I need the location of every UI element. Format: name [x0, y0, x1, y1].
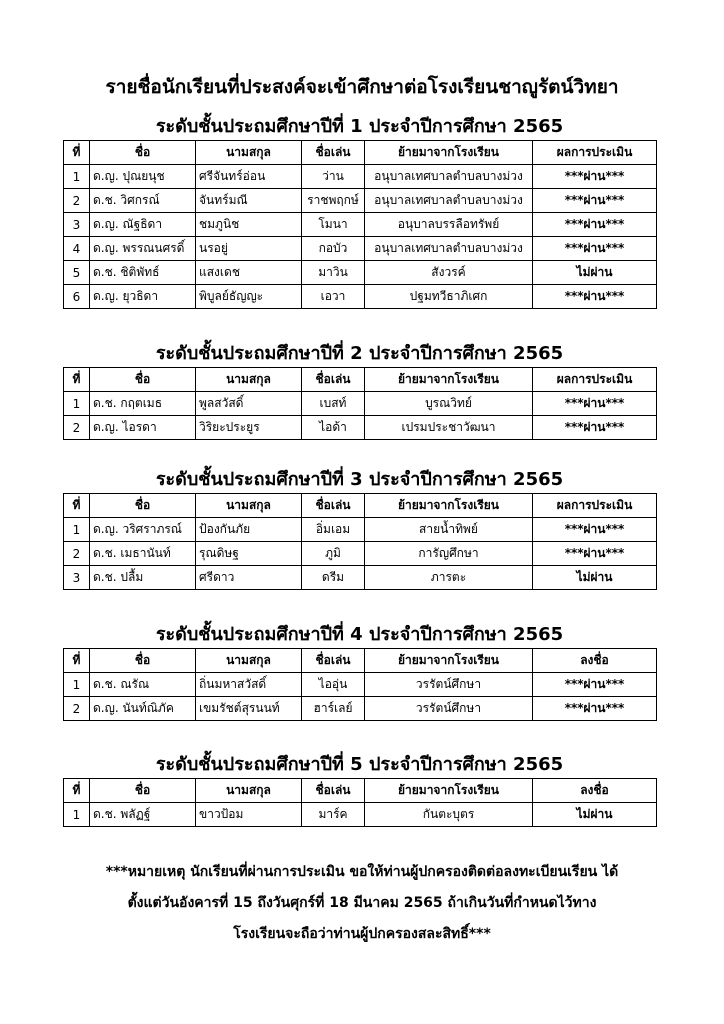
cell-result: ***ผ่าน***: [533, 542, 657, 566]
column-header: นามสกุล: [196, 141, 302, 165]
cell-previous-school: สายน้ำทิพย์: [365, 518, 533, 542]
section-title: ระดับชั้นประถมศึกษาปีที่ 1 ประจำปีการศึกษา 2565: [155, 116, 564, 137]
column-header: ลงชื่อ: [533, 649, 657, 673]
student-table: [63, 140, 657, 309]
cell-nickname: ฮาร์เลย์: [302, 697, 365, 721]
cell-first-name: ด.ญ. ยุวธิดา: [90, 285, 196, 309]
cell-last-name: ศรีดาว: [196, 566, 302, 590]
cell-first-name: ด.ญ. วริศราภรณ์: [90, 518, 196, 542]
column-header: ชื่อเล่น: [302, 368, 365, 392]
cell-index: 1: [64, 518, 90, 542]
cell-nickname: เบสท์: [302, 392, 365, 416]
cell-first-name: ด.ญ. นันท์ณิภัค: [90, 697, 196, 721]
cell-previous-school: เปรมประชาวัฒนา: [365, 416, 533, 440]
column-header: ย้ายมาจากโรงเรียน: [365, 779, 533, 803]
cell-result: ***ผ่าน***: [533, 416, 657, 440]
cell-result: ***ผ่าน***: [533, 673, 657, 697]
cell-index: 1: [64, 673, 90, 697]
table-row: [64, 213, 657, 237]
cell-nickname: ภูมิ: [302, 542, 365, 566]
table-row: [64, 261, 657, 285]
column-header: ชื่อเล่น: [302, 494, 365, 518]
column-header: นามสกุล: [196, 368, 302, 392]
table-header-row: [64, 368, 657, 392]
table-row: [64, 165, 657, 189]
section-grade-3: [63, 467, 656, 590]
table-row: [64, 237, 657, 261]
cell-nickname: ราชพฤกษ์: [302, 189, 365, 213]
cell-result: ไม่ผ่าน: [533, 566, 657, 590]
column-header: ผลการประเมิน: [533, 141, 657, 165]
cell-result: ***ผ่าน***: [533, 165, 657, 189]
section-grade-4: [63, 622, 656, 721]
table-header-row: [64, 141, 657, 165]
student-table: [63, 367, 657, 440]
cell-index: 6: [64, 285, 90, 309]
cell-nickname: กอบัว: [302, 237, 365, 261]
cell-last-name: พูลสวัสดิ์: [196, 392, 302, 416]
cell-result: ไม่ผ่าน: [533, 803, 657, 827]
cell-nickname: เอวา: [302, 285, 365, 309]
remark-note: [40, 857, 684, 950]
cell-nickname: มาวิน: [302, 261, 365, 285]
column-header: ชื่อเล่น: [302, 141, 365, 165]
table-header-row: [64, 649, 657, 673]
cell-index: 2: [64, 697, 90, 721]
cell-result: ***ผ่าน***: [533, 518, 657, 542]
cell-nickname: ว่าน: [302, 165, 365, 189]
student-table: [63, 648, 657, 721]
cell-first-name: ด.ช. พลัฏฐ์: [90, 803, 196, 827]
cell-index: 2: [64, 542, 90, 566]
remark-line: ตั้งแต่วันอังคารที่ 15 ถึงวันศุกร์ที่ 18 มีนาคม 2565 ถ้าเกินวันที่กำหนดไว้ทาง: [127, 895, 597, 911]
column-header: ชื่อเล่น: [302, 649, 365, 673]
cell-nickname: มาร์ค: [302, 803, 365, 827]
student-table: [63, 493, 657, 590]
student-table: [63, 778, 657, 827]
cell-previous-school: กันตะบุตร: [365, 803, 533, 827]
cell-first-name: ด.ช. เมธานันท์: [90, 542, 196, 566]
cell-result: ***ผ่าน***: [533, 697, 657, 721]
cell-nickname: ไออุ่น: [302, 673, 365, 697]
cell-index: 2: [64, 416, 90, 440]
column-header: ย้ายมาจากโรงเรียน: [365, 368, 533, 392]
cell-previous-school: การัญศึกษา: [365, 542, 533, 566]
section-title: ระดับชั้นประถมศึกษาปีที่ 3 ประจำปีการศึกษา 2565: [155, 469, 564, 490]
cell-last-name: ถิ่นมหาสวัสดิ์: [196, 673, 302, 697]
cell-first-name: ด.ช. ชิติพัทธ์: [90, 261, 196, 285]
table-row: [64, 518, 657, 542]
cell-first-name: ด.ญ. ไอรดา: [90, 416, 196, 440]
table-row: [64, 285, 657, 309]
cell-index: 2: [64, 189, 90, 213]
cell-index: 1: [64, 392, 90, 416]
cell-first-name: ด.ญ. พรรณนศรดิ์: [90, 237, 196, 261]
cell-previous-school: วรรัตน์ศึกษา: [365, 697, 533, 721]
cell-last-name: เขมรัชต์สุรนนท์: [196, 697, 302, 721]
column-header: ที่: [64, 649, 90, 673]
table-row: [64, 189, 657, 213]
column-header: ลงชื่อ: [533, 779, 657, 803]
table-row: [64, 697, 657, 721]
table-row: [64, 673, 657, 697]
table-header-row: [64, 779, 657, 803]
cell-nickname: โมนา: [302, 213, 365, 237]
table-header-row: [64, 494, 657, 518]
column-header: ชื่อ: [90, 779, 196, 803]
cell-first-name: ด.ญ. ปุณยนุช: [90, 165, 196, 189]
cell-result: ***ผ่าน***: [533, 189, 657, 213]
cell-first-name: ด.ญ. ณัฐธิดา: [90, 213, 196, 237]
table-row: [64, 416, 657, 440]
remark-line: ***หมายเหตุ นักเรียนที่ผ่านการประเมิน ขอให้ท่านผู้ปกครองติดต่อลงทะเบียนเรียน ได้: [105, 864, 619, 880]
column-header: ชื่อ: [90, 494, 196, 518]
cell-last-name: จันทร์มณี: [196, 189, 302, 213]
cell-last-name: วิริยะประยูร: [196, 416, 302, 440]
cell-result: ***ผ่าน***: [533, 213, 657, 237]
column-header: ผลการประเมิน: [533, 494, 657, 518]
page-title: รายชื่อนักเรียนที่ประสงค์จะเข้าศึกษาต่อโรงเรียนชาญูรัตน์วิทยา: [105, 76, 619, 98]
table-row: [64, 392, 657, 416]
cell-previous-school: อนุบาลเทศบาลตำบลบางม่วง: [365, 165, 533, 189]
cell-nickname: ดรีม: [302, 566, 365, 590]
cell-last-name: พิบูลย์ธัญญะ: [196, 285, 302, 309]
cell-first-name: ด.ช. ณรัณ: [90, 673, 196, 697]
cell-first-name: ด.ช. วิศกรณ์: [90, 189, 196, 213]
cell-last-name: นรอยู่: [196, 237, 302, 261]
cell-index: 4: [64, 237, 90, 261]
cell-last-name: รุณดิษฐ: [196, 542, 302, 566]
table-row: [64, 803, 657, 827]
remark-line: โรงเรียนจะถือว่าท่านผู้ปกครองสละสิทธิ์***: [233, 926, 491, 942]
column-header: ที่: [64, 494, 90, 518]
cell-index: 3: [64, 213, 90, 237]
column-header: ชื่อเล่น: [302, 779, 365, 803]
column-header: นามสกุล: [196, 494, 302, 518]
cell-index: 1: [64, 803, 90, 827]
column-header: ชื่อ: [90, 368, 196, 392]
column-header: ย้ายมาจากโรงเรียน: [365, 649, 533, 673]
cell-previous-school: สังวรค์: [365, 261, 533, 285]
cell-previous-school: อนุบาลเทศบาลตำบลบางม่วง: [365, 237, 533, 261]
cell-previous-school: วรรัตน์ศึกษา: [365, 673, 533, 697]
column-header: นามสกุล: [196, 649, 302, 673]
column-header: ย้ายมาจากโรงเรียน: [365, 141, 533, 165]
table-row: [64, 566, 657, 590]
cell-previous-school: อนุบาลบรรลือทรัพย์: [365, 213, 533, 237]
column-header: ย้ายมาจากโรงเรียน: [365, 494, 533, 518]
cell-last-name: ป้องกันภัย: [196, 518, 302, 542]
cell-result: ไม่ผ่าน: [533, 261, 657, 285]
column-header: ที่: [64, 779, 90, 803]
section-grade-2: [63, 341, 656, 440]
section-title: ระดับชั้นประถมศึกษาปีที่ 4 ประจำปีการศึกษา 2565: [155, 624, 564, 645]
cell-index: 1: [64, 165, 90, 189]
cell-result: ***ผ่าน***: [533, 392, 657, 416]
cell-result: ***ผ่าน***: [533, 237, 657, 261]
cell-last-name: ขาวป้อม: [196, 803, 302, 827]
cell-last-name: ศรีจันทร์อ่อน: [196, 165, 302, 189]
section-title: ระดับชั้นประถมศึกษาปีที่ 5 ประจำปีการศึกษา 2565: [155, 754, 564, 775]
cell-last-name: ชมภูนิช: [196, 213, 302, 237]
column-header: ชื่อ: [90, 141, 196, 165]
section-grade-5: [63, 752, 656, 827]
column-header: ผลการประเมิน: [533, 368, 657, 392]
section-grade-1: [63, 114, 656, 309]
column-header: ที่: [64, 368, 90, 392]
cell-index: 3: [64, 566, 90, 590]
column-header: ที่: [64, 141, 90, 165]
section-title: ระดับชั้นประถมศึกษาปีที่ 2 ประจำปีการศึกษา 2565: [155, 343, 564, 364]
cell-previous-school: ภารตะ: [365, 566, 533, 590]
cell-previous-school: อนุบาลเทศบาลตำบลบางม่วง: [365, 189, 533, 213]
cell-nickname: อิ่มเอม: [302, 518, 365, 542]
cell-first-name: ด.ช. กฤตเมธ: [90, 392, 196, 416]
cell-result: ***ผ่าน***: [533, 285, 657, 309]
column-header: นามสกุล: [196, 779, 302, 803]
cell-last-name: แสงเดช: [196, 261, 302, 285]
cell-previous-school: บูรณวิทย์: [365, 392, 533, 416]
table-row: [64, 542, 657, 566]
cell-nickname: ไอด้า: [302, 416, 365, 440]
cell-first-name: ด.ช. ปลื้ม: [90, 566, 196, 590]
cell-index: 5: [64, 261, 90, 285]
column-header: ชื่อ: [90, 649, 196, 673]
cell-previous-school: ปฐมทวีธาภิเศก: [365, 285, 533, 309]
